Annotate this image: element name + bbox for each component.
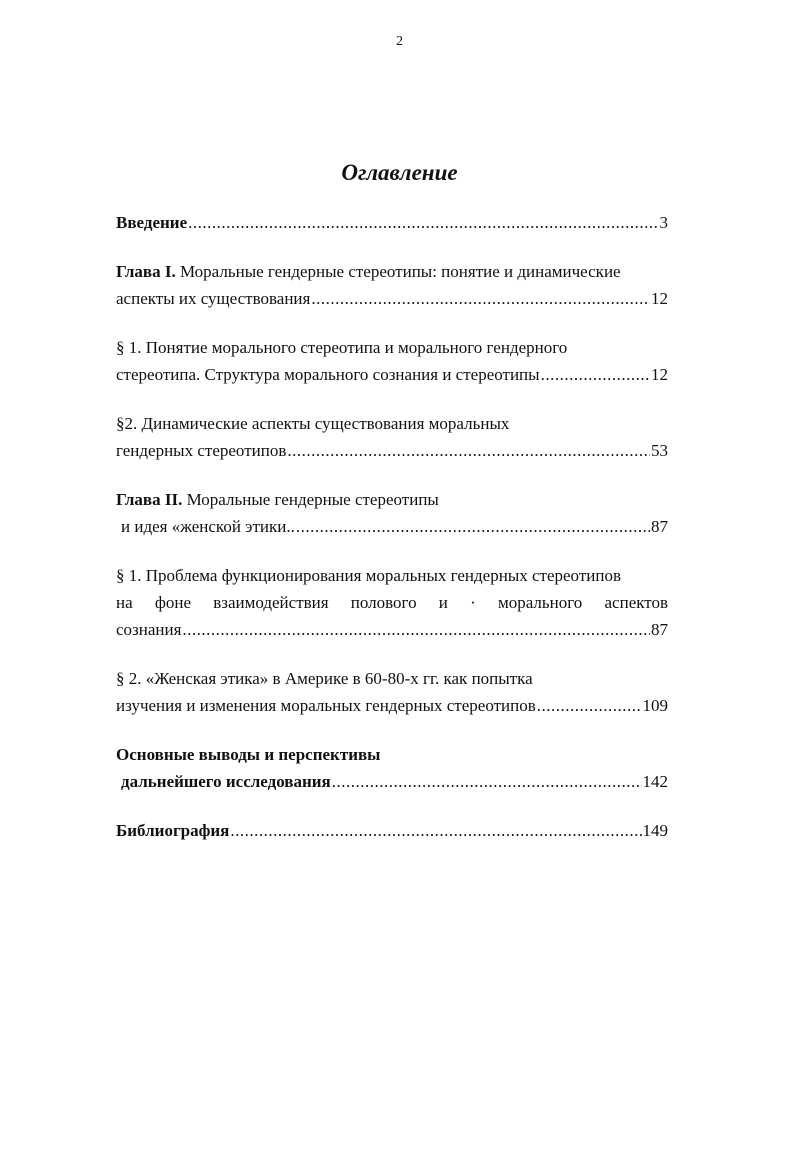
toc-entry-chapter-2[interactable] xyxy=(116,486,668,540)
toc-entry-text: на фоне взаимодействия полового и · морального аспектов xyxy=(116,593,668,612)
toc-entry-text: Моральные гендерные стереотипы xyxy=(182,490,439,509)
dot-leader xyxy=(332,768,642,795)
toc-entry-text: стереотипа. Структура морального сознания и стереотипы xyxy=(116,365,540,384)
toc-entry-text: § 2. «Женская этика» в Америке в 60-80-х гг. как попытка xyxy=(116,669,533,688)
toc-page-number: 12 xyxy=(651,365,668,384)
dot-leader xyxy=(296,513,650,540)
toc-entry-text: Моральные гендерные стереотипы: понятие и динамические xyxy=(175,262,621,281)
toc-page-number: 3 xyxy=(659,213,668,232)
toc-entry-label: Введение xyxy=(116,213,188,232)
toc-entry-section-1-2[interactable] xyxy=(116,410,668,464)
dot-leader xyxy=(182,616,650,643)
toc-entry-text: гендерных стереотипов xyxy=(116,441,287,460)
toc-entry-text: дальнейшего исследования xyxy=(121,772,331,791)
toc-entry-label: Библиография xyxy=(116,821,230,840)
dot-leader xyxy=(311,285,650,312)
page-title: Оглавление xyxy=(341,160,458,185)
toc-page-number: 149 xyxy=(642,821,668,840)
toc-entry-text: § 1. Проблема функционирования моральных гендерных стереотипов xyxy=(116,566,621,585)
toc-entry-conclusions[interactable] xyxy=(116,741,668,795)
toc-entry-introduction[interactable] xyxy=(116,209,668,236)
dot-leader xyxy=(537,692,642,719)
toc-chapter-label: Глава II. xyxy=(116,490,183,509)
toc-entry-text: и идея «женской этики.. xyxy=(121,517,295,536)
toc-page-number: 87 xyxy=(651,620,668,639)
dot-leader xyxy=(287,437,650,464)
toc-page-number: 109 xyxy=(642,696,668,715)
toc-entry-text: сознания xyxy=(116,620,182,639)
toc-entry-text: аспекты их существования xyxy=(116,289,311,308)
toc-entry-section-1-1[interactable] xyxy=(116,334,668,388)
toc-chapter-label: Глава I. xyxy=(116,262,176,281)
toc-page-number: 87 xyxy=(651,517,668,536)
dot-leader xyxy=(541,361,650,388)
toc-entry-text: § 1. Понятие морального стереотипа и морального гендерного xyxy=(116,338,568,357)
toc-entry-bibliography[interactable] xyxy=(116,817,668,844)
dot-leader xyxy=(188,209,658,236)
toc-entry-text: изучения и изменения моральных гендерных стереотипов xyxy=(116,696,536,715)
toc-page-number: 142 xyxy=(642,772,668,791)
toc-entry-section-2-1[interactable] xyxy=(116,562,668,643)
toc-entry-chapter-1[interactable] xyxy=(116,258,668,312)
toc-entry-text: Основные выводы и перспективы xyxy=(116,745,381,764)
toc-entry-text: §2. Динамические аспекты существования моральных xyxy=(116,414,510,433)
dot-leader xyxy=(230,817,641,844)
toc-page-number: 53 xyxy=(651,441,668,460)
toc-entry-section-2-2[interactable] xyxy=(116,665,668,719)
page-number: 2 xyxy=(396,34,403,49)
table-of-contents xyxy=(116,209,668,844)
toc-page-number: 12 xyxy=(651,289,668,308)
